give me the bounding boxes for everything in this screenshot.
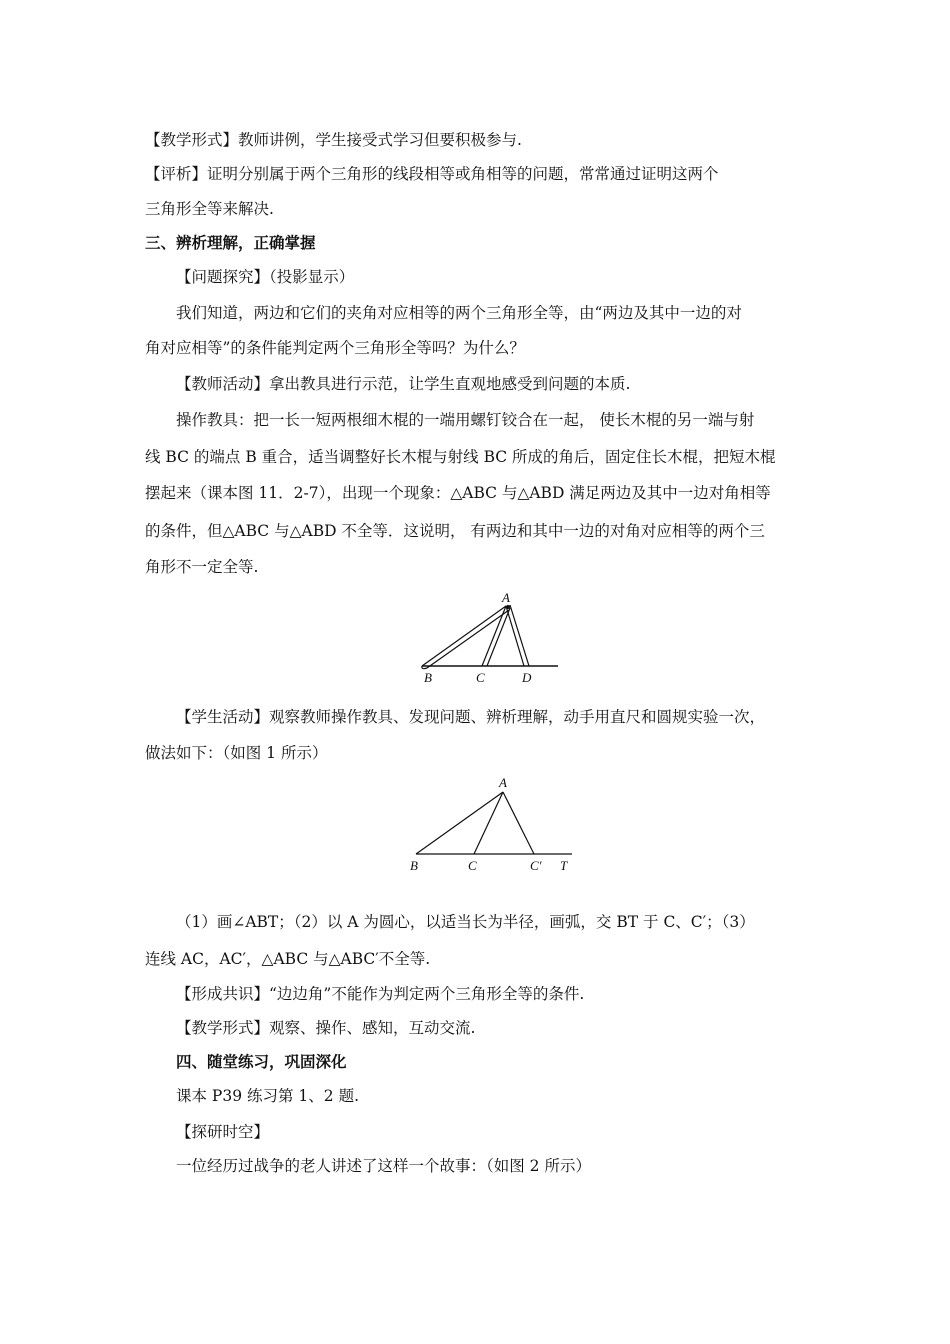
label-b: B [424, 670, 432, 685]
consensus-paragraph: 【形成共识】“边边角”不能作为判定两个三角形全等的条件. [176, 985, 585, 1003]
label-a: A [502, 590, 510, 605]
sticks-diagram [410, 588, 570, 688]
segment-ab [416, 792, 503, 854]
hinge-point [506, 605, 510, 609]
label-c: C [476, 670, 485, 685]
analysis-line-2: 三角形全等来解决. [145, 200, 274, 218]
construction-diagram [400, 772, 580, 876]
analysis-line-1: 【评析】证明分别属于两个三角形的线段相等或角相等的问题，常常通过证明这两个 [145, 165, 719, 183]
tool-operation-line-1: 操作教具：把一长一短两根细木棍的一端用螺钉铰合在一起， 使长木棍的另一端与射 [176, 411, 755, 429]
tool-operation-line-4: 的条件，但△ABC 与△ABD 不全等．这说明， 有两边和其中一边的对角对应相等的两个三 [145, 522, 765, 540]
teacher-activity-paragraph: 【教师活动】拿出教具进行示范，让学生直观地感受到问题的本质. [176, 375, 631, 393]
teaching-form-paragraph-2: 【教学形式】观察、操作、感知，互动交流. [176, 1019, 476, 1037]
figure-1-construction [400, 772, 580, 876]
label-b: B [410, 858, 418, 873]
student-activity-line-1: 【学生活动】观察教师操作教具、发现问题、辨析理解，动手用直尺和圆规实验一次， [176, 708, 766, 726]
student-activity-line-2: 做法如下：（如图 1 所示） [145, 744, 328, 762]
steps-line-2: 连线 AC，AC′，△ABC 与△ABC′不全等. [145, 950, 431, 968]
problem-line-1: 我们知道，两边和它们的夹角对应相等的两个三角形全等，由“两边及其中一边的对 [176, 304, 742, 322]
tool-operation-line-3: 摆起来（课本图 11．2-7），出现一个现象：△ABC 与△ABD 满足两边及其中一边对角相等 [145, 484, 771, 502]
problem-explore-label: 【问题探究】（投影显示） [176, 268, 355, 286]
teaching-form-paragraph: 【教学形式】教师讲例，学生接受式学习但要积极参与. [145, 131, 522, 149]
short-stick-d-edge-2 [510, 605, 529, 666]
label-t: T [560, 858, 568, 873]
short-stick-d-edge-1 [506, 606, 524, 666]
section-heading-3: 三、辨析理解，正确掌握 [145, 233, 316, 252]
section-heading-4: 四、随堂练习，巩固深化 [176, 1052, 347, 1071]
tool-operation-line-2: 线 BC 的端点 B 重合，适当调整好长木棍与射线 BC 所成的角后，固定住长木棍，把短木棍 [145, 448, 776, 466]
segment-ac [474, 792, 503, 854]
segment-ac-prime [503, 792, 534, 854]
figure-sticks-model [410, 588, 570, 688]
label-d: D [522, 670, 532, 685]
label-c: C [468, 858, 477, 873]
long-stick-edge-2 [427, 610, 509, 668]
problem-line-2: 角对应相等”的条件能判定两个三角形全等吗？为什么？ [145, 339, 525, 357]
steps-line-1: （1）画∠ABT；（2）以 A 为圆心，以适当长为半径，画弧，交 BT 于 C、C′；（3） [176, 913, 755, 931]
label-a: A [499, 775, 507, 790]
tool-operation-line-5: 角形不一定全等. [145, 558, 259, 576]
story-intro-paragraph: 一位经历过战争的老人讲述了这样一个故事：（如图 2 所示） [176, 1157, 591, 1175]
explore-time-label: 【探研时空】 [176, 1123, 270, 1141]
exercise-paragraph: 课本 P39 练习第 1、2 题. [176, 1087, 360, 1105]
label-c-prime: C′ [530, 858, 542, 873]
